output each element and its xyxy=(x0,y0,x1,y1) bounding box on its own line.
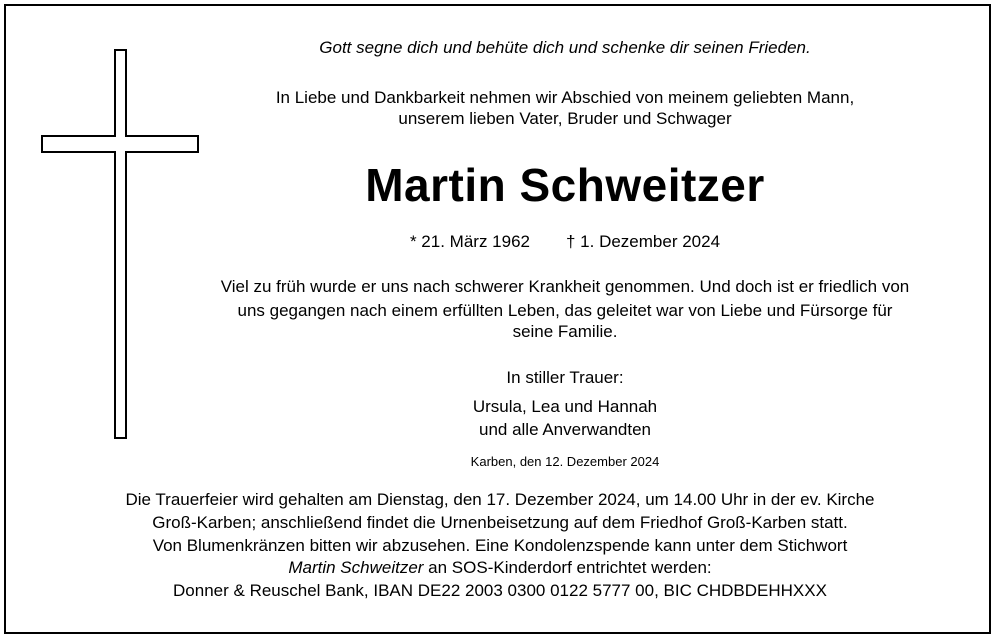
deceased-name: Martin Schweitzer xyxy=(365,159,765,211)
text-line-1: Viel zu früh wurde er uns nach schwerer Krankheit genommen. Und doch ist er friedlich von xyxy=(220,277,910,296)
funeral-line-2: Groß-Karben; anschließend findet die Urnenbeisetzung auf dem Friedhof Groß-Karben statt. xyxy=(152,513,848,532)
donation-recipient: an SOS-Kinderdorf entrichtet werden: xyxy=(423,558,712,577)
mourners-line-2: und alle Anverwandten xyxy=(478,420,652,439)
death-date: † 1. Dezember 2024 xyxy=(565,232,721,251)
mourners-line-1: Ursula, Lea und Hannah xyxy=(472,397,658,416)
birth-date: * 21. März 1962 xyxy=(409,232,530,251)
donation-keyword: Martin Schweitzer xyxy=(288,558,424,577)
bank-details: Donner & Reuschel Bank, IBAN DE22 2003 0300 0122 5777 00, BIC CHDBDEHHXXX xyxy=(173,581,827,600)
text-line-3: seine Familie. xyxy=(512,322,618,341)
funeral-line-1: Die Trauerfeier wird gehalten am Dienstag, den 17. Dezember 2024, um 14.00 Uhr in der ev. Kirche xyxy=(125,490,875,509)
place-date: Karben, den 12. Dezember 2024 xyxy=(470,454,660,469)
text-line-2: uns gegangen nach einem erfüllten Leben, das geleitet war von Liebe und Fürsorge für xyxy=(237,301,893,320)
funeral-line-4 xyxy=(0,558,1000,578)
mourning-label: In stiller Trauer: xyxy=(506,368,624,387)
funeral-line-3: Von Blumenkränzen bitten wir abzusehen. Eine Kondolenzspende kann unter dem Stichwort xyxy=(152,536,848,555)
life-dates xyxy=(65,232,1000,252)
verse: Gott segne dich und behüte dich und schenke dir seinen Frieden. xyxy=(319,38,811,57)
intro-line-1: In Liebe und Dankbarkeit nehmen wir Abschied von meinem geliebten Mann, xyxy=(275,88,855,107)
intro-line-2: unserem lieben Vater, Bruder und Schwager xyxy=(398,109,732,128)
